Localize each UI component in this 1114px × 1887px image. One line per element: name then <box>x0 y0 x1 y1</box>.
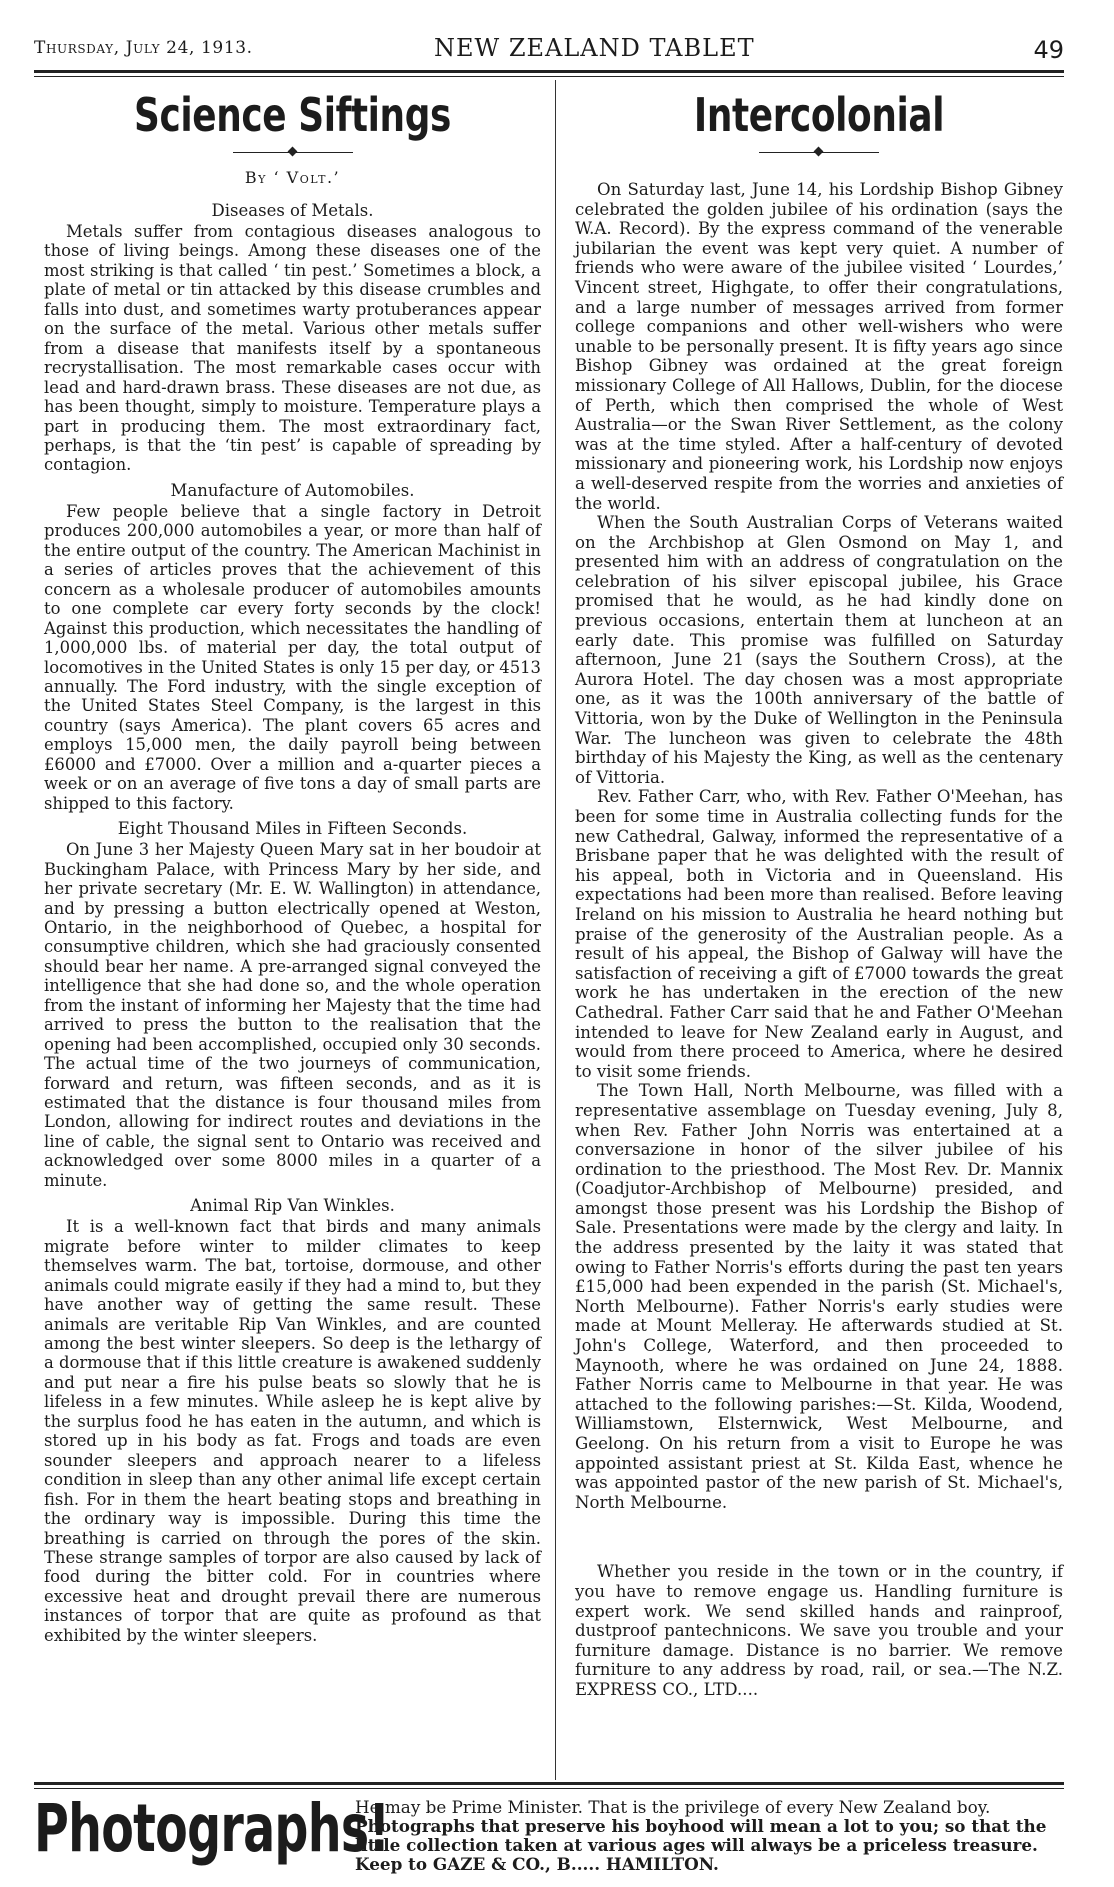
page-header <box>34 30 1064 70</box>
article-paragraph: Rev. Father Carr, who, with Rev. Father O'Meehan, has been for some time in Australia collecting funds for the new Cathedral, Galway, informed the representative of a Brisbane paper that he was delighted with the result of his appeal, both in Victoria and in Queensland. His expectations had been more than realised. Before leaving Ireland on his mission to Australia he heard nothing but praise of the generosity of the Australian people. As a result of his appeal, the Bishop of Galway will have the satisfaction of receiving a gift of £7000 towards the great work he has undertaken in the erection of the new Cathedral. Father Carr said that he and Father O'Meehan intended to leave for New Zealand early in August, and would from there proceed to America, where he desired to visit some friends. <box>575 787 1063 1081</box>
photographs-headline: Photographs! <box>34 1790 390 1867</box>
advert-line: little collection taken at various ages will always be a priceless treasure. <box>355 1835 1038 1855</box>
section-heading: Animal Rip Van Winkles. <box>190 1196 395 1216</box>
byline: By ‘ Volt.’ <box>244 168 341 187</box>
section-heading: Eight Thousand Miles in Fifteen Seconds. <box>117 819 468 839</box>
title-ornament <box>44 146 541 160</box>
issue-date: Thursday, July 24, 1913. <box>34 38 253 58</box>
express-co-advert: Whether you reside in the town or in the country, if you have to remove engage us. Handling furniture is expert work. We send skilled hands and rainproof, dustproof pantechnicons. We save you trouble and your furniture damage. Distance is no barrier. We remove furniture to any address by road, rail, or sea.—The N.Z. EXPRESS CO., LTD.... <box>575 1562 1063 1699</box>
article-paragraph: The Town Hall, North Melbourne, was filled with a representative assemblage on Tuesday evening, July 8, when Rev. Father John Norris was entertained at a conversazione in honor of the silver jubilee of his ordination to the priesthood. The Most Rev. Dr. Mannix (Coadjutor-Archbishop of Melbourne) presided, and amongst those present was his Lordship the Bishop of Sale. Presentations were made by the clergy and laity. In the address presented by the laity it was stated that owing to Father Norris's efforts during the past ten years £15,000 had been expended in the parish (St. Michael's, North Melbourne). Father Norris's early studies were made at Mount Melleray. He afterwards studied at St. John's College, Waterford, and then proceeded to Maynooth, where he was ordained on June 24, 1888. Father Norris came to Melbourne in that year. He was attached to the following parishes:—St. Kilda, Woodend, Williamstown, Elsternwick, West Melbourne, and Geelong. On his return from a visit to Europe he was appointed assistant priest at St. Kilda East, whence he was appointed pastor of the new parish of St. Michael's, North Melbourne. <box>575 1081 1063 1512</box>
section-body: On June 3 her Majesty Queen Mary sat in her boudoir at Buckingham Palace, with Princess Mary by her side, and her private secretary (Mr. E. W. Wallington) in attendance, and by pressing a button electrically opened at Weston, Ontario, in the neighborhood of Quebec, a hospital for consumptive children, which she had graciously consented should bear her name. A pre-arranged signal conveyed the intelligence that she had done so, and the whole operation from the instant of informing her Majesty that the time had arrived to press the button to the realisation that the opening had been accomplished, occupied only 30 seconds. The actual time of the two journeys of communication, forward and return, was fifteen seconds, and as it is estimated that the distance is four thousand miles from London, allowing for indirect routes and deviations in the line of cable, the signal sent to Ontario was received and acknowledged over some 8000 miles in a quarter of a minute. <box>44 840 541 1190</box>
section-heading: Diseases of Metals. <box>211 201 374 220</box>
section-body: Few people believe that a single factory in Detroit produces 200,000 automobiles a year, or more than half of the entire output of the country. The American Machinist in a series of articles proves that the achievement of this concern as a wholesale producer of automobiles amounts to one complete car every forty seconds by the clock! Against this production, which necessitates the handling of 1,000,000 lbs. of material per day, the total output of locomotives in the United States is only 15 per day, or 4513 annually. The Ford industry, with the single exception of the United States Steel Company, is the largest in this country (says America). The plant covers 65 acres and employs 15,000 men, the daily payroll being between £6000 and £7000. Over a million and a-quarter pieces a week or on an average of five tons a day of small parts are shipped to this factory. <box>44 501 541 813</box>
advert-line: He may be Prime Minister. That is the privilege of every New Zealand boy. <box>355 1797 991 1817</box>
science-siftings-column <box>44 88 541 1645</box>
advert-line-cropped: Keep to GAZE & CO., B..... HAMILTON. <box>355 1854 719 1874</box>
footer-rule <box>34 1782 1064 1785</box>
section-body: Metals suffer from contagious diseases analogous to those of living beings. Among these diseases one of the most striking is that called ‘ tin pest.’ Sometimes a block, a plate of metal or tin attacked by this disease crumbles and falls into dust, and sometimes warty protuberances appear on the surface of the metal. Various other metals suffer from a disease that manifests itself by a spontaneous recrystallisation. The most remarkable cases occur with lead and hard-drawn brass. These diseases are not due, as has been thought, simply to moisture. Temperature plays a part in producing them. The most extraordinary fact, perhaps, is that the ‘tin pest’ is capable of spreading by contagion. <box>44 222 541 475</box>
masthead: NEW ZEALAND TABLET <box>434 34 755 62</box>
section-heading: Manufacture of Automobiles. <box>170 480 415 500</box>
photographs-advert <box>355 1797 1060 1874</box>
advert-line: Photographs that preserve his boyhood will mean a lot to you; so that the <box>355 1816 1047 1836</box>
article-paragraph: When the South Australian Corps of Veterans waited on the Archbishop at Glen Osmond on May 1, and presented him with an address of congratulation on the celebration of his silver episcopal jubilee, his Grace promised that he would, as he had kindly done on previous occasions, entertain them at luncheon at an early date. This promise was fulfilled on Saturday afternoon, June 21 (says the Southern Cross), at the Aurora Hotel. The day chosen was a most appropriate one, as it was the 100th anniversary of the battle of Vittoria, won by the Duke of Wellington in the Peninsula War. The luncheon was given to celebrate the 48th birthday of his Majesty the King, as well as the centenary of Vittoria. <box>575 513 1063 787</box>
column-divider <box>555 80 556 1780</box>
page-number: 49 <box>1033 36 1064 64</box>
header-rule <box>34 70 1064 73</box>
science-siftings-title: Science Siftings <box>134 88 451 142</box>
intercolonial-column <box>575 88 1063 1700</box>
section-body: It is a well-known fact that birds and many animals migrate before winter to milder climates to keep themselves warm. The bat, tortoise, dormouse, and other animals could migrate easily if they had a mind to, but they have another way of getting the same result. These animals are veritable Rip Van Winkles, and are counted among the best winter sleepers. So deep is the lethargy of a dormouse that if this little creature is awakened suddenly and put near a fire his pulse beats so slowly that he is lifeless in a few minutes. While asleep he is kept alive by the surplus food he has eaten in the autumn, and which is stored up in his body as fat. Frogs and toads are even sounder sleepers and approach nearer to a lifeless condition in sleep than any other animal life except certain fish. For in them the heart beating stops and breathing in the ordinary way is impossible. During this time the breathing is carried on through the pores of the skin. These strange samples of torpor are also caused by lack of food during the bitter cold. For in countries where excessive heat and drought prevail there are numerous instances of torpor that are quite as profound as that exhibited by the winter sleepers. <box>44 1217 541 1645</box>
header-rule-thin <box>34 76 1064 77</box>
article-paragraph: On Saturday last, June 14, his Lordship Bishop Gibney celebrated the golden jubilee of his ordination (says the W.A. Record). By the express command of the venerable jubilarian the event was kept very quiet. A number of friends who were aware of the jubilee visited ‘ Lourdes,’ Vincent street, Highgate, to offer their congratulations, and a large number of messages arrived from former college companions and other well-wishers who were unable to be personally present. It is fifty years ago since Bishop Gibney was ordained at the great foreign missionary College of All Hallows, Dublin, for the diocese of Perth, which then comprised the whole of West Australia—or the Swan River Settlement, as the colony was at the time styled. After a half-century of devoted missionary and pioneering work, his Lordship now enjoys a well-deserved respite from the worries and anxieties of the world. <box>575 180 1063 513</box>
footer-rule-thin <box>34 1788 1064 1789</box>
title-ornament <box>575 146 1063 160</box>
intercolonial-title: Intercolonial <box>693 88 945 142</box>
